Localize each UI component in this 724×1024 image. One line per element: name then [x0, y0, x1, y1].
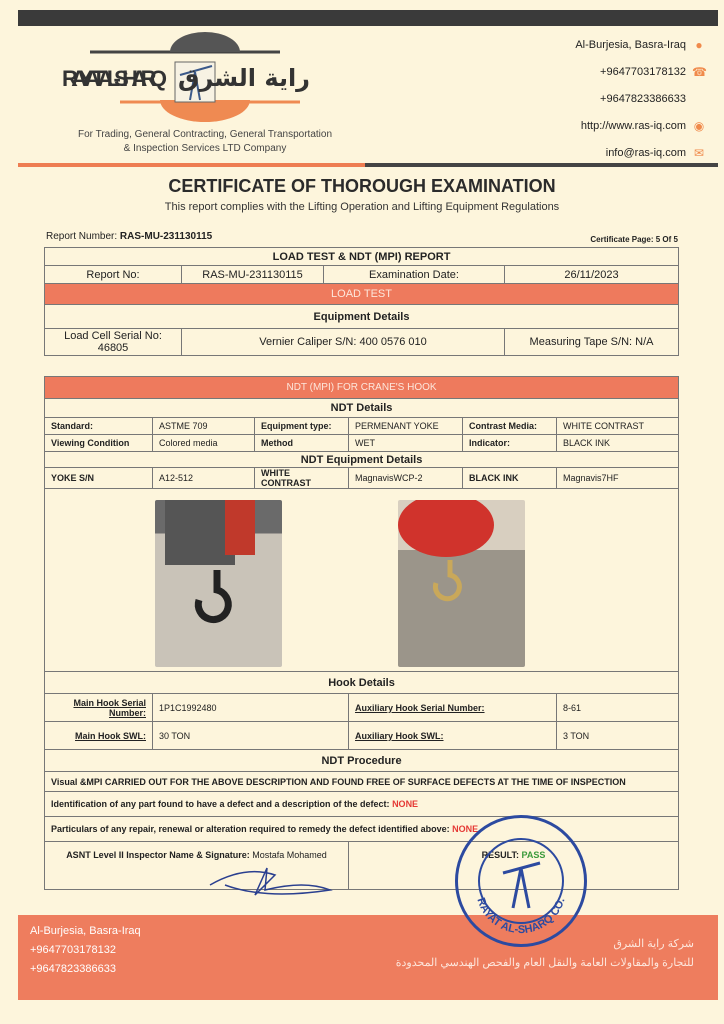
globe-icon: ◉ — [693, 119, 705, 134]
method-value: WET — [349, 435, 463, 452]
website-link[interactable]: http://www.ras-iq.com — [580, 120, 686, 132]
white-contrast-label: WHITE CONTRAST — [255, 468, 349, 489]
report-no-value: RAS-MU-231130115 — [182, 266, 324, 284]
top-bar — [18, 10, 718, 26]
contrast-media-label: Contrast Media: — [463, 418, 557, 435]
phone-2: +9647823386633 — [600, 93, 686, 105]
black-ink-label: BLACK INK — [463, 468, 557, 489]
auxiliary-hook-photo — [398, 500, 525, 667]
load-test-section: LOAD TEST — [45, 284, 679, 305]
result-label: RESULT: — [481, 850, 520, 860]
footer-address: Al-Burjesia, Basra-Iraq — [30, 925, 141, 937]
repair-value: NONE — [452, 824, 479, 834]
footer-phone-1: +9647703178132 — [30, 944, 116, 956]
ndt-table — [44, 376, 679, 890]
email-link[interactable]: info@ras-iq.com — [605, 147, 686, 159]
logo-arabic: راية الشرق — [177, 64, 310, 92]
company-stamp — [455, 815, 587, 947]
page-subtitle: This report complies with the Lifting Operation and Lifting Equipment Regulations — [164, 201, 560, 213]
defect-value: NONE — [392, 799, 419, 809]
standard-label: Standard: — [45, 418, 153, 435]
report-no-label: Report No: — [45, 266, 182, 284]
equipment-type-value: PERMENANT YOKE — [349, 418, 463, 435]
stamp-text: RAYAT AL-SHARQ CO. — [474, 896, 568, 937]
yoke-label: YOKE S/N — [45, 468, 153, 489]
report-number-value: RAS-MU-231130115 — [119, 231, 213, 242]
company-tagline — [40, 128, 370, 156]
inspector-name: Mostafa Mohamed — [252, 850, 327, 860]
footer-arabic-line-2: للتجارة والمقاولات العامة والنقل العام والفحص الهندسي المحدودة — [395, 957, 694, 969]
address: Al-Burjesia, Basra-Iraq — [575, 39, 686, 51]
main-hook-serial-label: Main Hook Serial Number: — [45, 694, 153, 722]
svg-text:RAYAT AL-SHARQ: RAYAT AL-SHARQ — [62, 66, 167, 91]
ndt-details-heading: NDT Details — [45, 399, 679, 418]
yoke-value: A12-512 — [153, 468, 255, 489]
exam-date-label: Examination Date: — [324, 266, 505, 284]
ndt-procedure-heading: NDT Procedure — [45, 750, 679, 772]
result-value: PASS — [521, 850, 546, 860]
contact-block — [575, 32, 706, 167]
aux-hook-swl-value: 3 TON — [557, 722, 679, 750]
measuring-tape-serial: Measuring Tape S/N: N/A — [505, 329, 679, 356]
main-hook-serial-value: 1P1C1992480 — [153, 694, 349, 722]
equipment-type-label: Equipment type: — [255, 418, 349, 435]
spacer — [692, 93, 706, 105]
contrast-media-value: WHITE CONTRAST — [557, 418, 679, 435]
phone-1: +9647703178132 — [600, 66, 686, 78]
load-test-table — [44, 247, 679, 356]
equipment-details-heading: Equipment Details — [45, 305, 679, 329]
location-pin-icon: ● — [695, 38, 703, 53]
ndt-section: NDT (MPI) FOR CRANE'S HOOK — [45, 377, 679, 399]
aux-hook-serial-value: 8-61 — [557, 694, 679, 722]
tagline-line-2: & Inspection Services LTD Company — [123, 143, 287, 154]
certificate-page: Certificate Page: 5 Of 5 — [590, 235, 678, 244]
report-number-label: Report Number: — [46, 231, 118, 242]
ndt-equipment-heading: NDT Equipment Details — [45, 452, 679, 468]
footer-contacts — [30, 922, 141, 979]
black-ink-value: Magnavis7HF — [557, 468, 679, 489]
defect-row — [45, 792, 679, 817]
svg-text:RAYAT AL-SHARQ CO. — [474, 896, 567, 936]
white-contrast-value: MagnavisWCP-2 — [349, 468, 463, 489]
exam-date-value: 26/11/2023 — [505, 266, 679, 284]
main-hook-photo — [155, 500, 282, 667]
main-hook-swl-label: Main Hook SWL: — [45, 722, 153, 750]
indicator-value: BLACK INK — [557, 435, 679, 452]
company-logo — [40, 30, 360, 125]
repair-label: Particulars of any repair, renewal or alteration required to remedy the defect identified above: — [51, 824, 450, 834]
report-number — [46, 231, 212, 242]
vernier-caliper-serial: Vernier Caliper S/N: 400 0576 010 — [182, 329, 505, 356]
viewing-label: Viewing Condition — [45, 435, 153, 452]
telephone-icon: ☎ — [692, 65, 707, 80]
divider-dark — [365, 163, 718, 167]
page-title: CERTIFICATE OF THOROUGH EXAMINATION — [168, 176, 556, 196]
procedure-statement: Visual &MPI CARRIED OUT FOR THE ABOVE DESCRIPTION AND FOUND FREE OF SURFACE DEFECTS AT THE TIME OF INSPECTION — [45, 772, 679, 792]
standard-value: ASTME 709 — [153, 418, 255, 435]
envelope-icon: ✉ — [693, 146, 705, 161]
main-hook-swl-value: 30 TON — [153, 722, 349, 750]
indicator-label: Indicator: — [463, 435, 557, 452]
defect-label: Identification of any part found to have a defect and a description of the defect: — [51, 799, 390, 809]
tagline-line-1: For Trading, General Contracting, General Transportation — [77, 129, 333, 140]
aux-hook-serial-label: Auxiliary Hook Serial Number: — [349, 694, 557, 722]
photo-cell — [45, 489, 679, 672]
hook-details-heading: Hook Details — [45, 672, 679, 694]
report-heading: LOAD TEST & NDT (MPI) REPORT — [45, 248, 679, 266]
footer-arabic-line-1: شركة راية الشرق — [613, 938, 694, 950]
method-label: Method — [255, 435, 349, 452]
load-cell-serial: Load Cell Serial No: 46805 — [45, 329, 182, 356]
aux-hook-swl-label: Auxiliary Hook SWL: — [349, 722, 557, 750]
divider-orange — [18, 163, 365, 167]
viewing-value: Colored media — [153, 435, 255, 452]
footer-phone-2: +9647823386633 — [30, 963, 116, 975]
inspector-signature — [205, 860, 335, 900]
inspector-label: ASNT Level II Inspector Name & Signature: — [66, 850, 250, 860]
